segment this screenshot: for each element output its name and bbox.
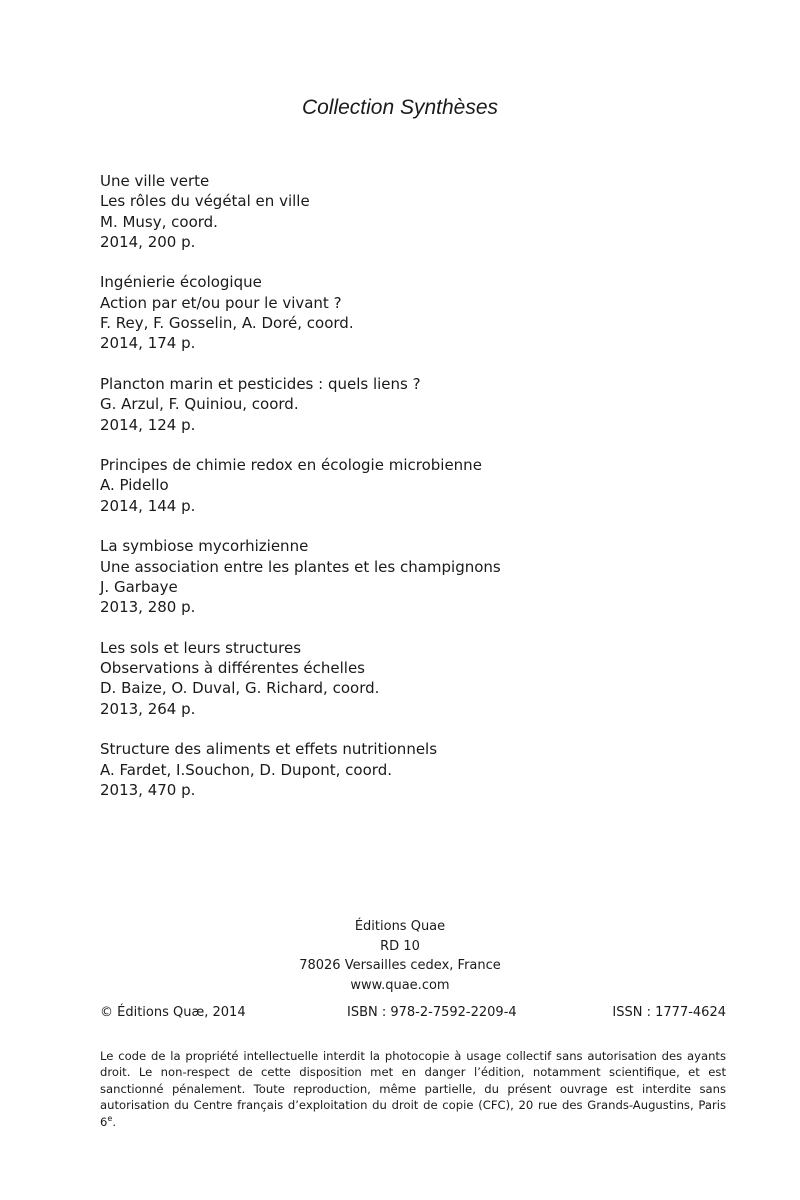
book-authors: G. Arzul, F. Quiniou, coord. [100, 395, 299, 414]
book-subtitle: Les rôles du végétal en ville [100, 192, 310, 211]
issn-number: ISSN : 1777-4624 [612, 1005, 726, 1020]
book-title: Plancton marin et pesticides : quels liens ? [100, 374, 421, 393]
legal-notice-superscript: e [107, 1113, 113, 1123]
book-year-pages: 2014, 174 p. [100, 334, 196, 353]
publisher-address-line: 78026 Versailles cedex, France [299, 958, 501, 973]
book-authors: F. Rey, F. Gosselin, A. Doré, coord. [100, 314, 354, 333]
book-year-pages: 2014, 124 p. [100, 415, 196, 434]
isbn-number: ISBN : 978-2-7592-2209-4 [347, 1005, 517, 1020]
legal-notice [100, 1048, 726, 1131]
book-entry [100, 455, 720, 516]
book-subtitle: Observations à différentes échelles [100, 659, 365, 678]
legal-row [100, 1004, 726, 1022]
book-subtitle: Action par et/ou pour le vivant ? [100, 293, 342, 312]
book-year-pages: 2013, 280 p. [100, 598, 196, 617]
book-title: Principes de chimie redox en écologie microbienne [100, 456, 482, 475]
copyright-notice: © Éditions Quæ, 2014 [100, 1005, 246, 1020]
book-year-pages: 2013, 470 p. [100, 780, 196, 799]
book-title: La symbiose mycorhizienne [100, 537, 309, 556]
book-year-pages: 2013, 264 p. [100, 699, 196, 718]
book-entry [100, 536, 720, 617]
legal-notice-text: Le code de la propriété intellectuelle interdit la photocopie à usage collectif sans autorisation des ayants droit. Le non-respect de cette disposition met en danger l’édition, notamment scientifique, et est sanctionné pénalement. Toute reproduction, même partielle, du présent ouvrage est interdite sans autorisation du Centre français d’exploitation du droit de copie (CFC), 20 rue des Grands-Augustins, Paris 6 [100, 1048, 726, 1129]
book-title: Structure des aliments et effets nutritionnels [100, 740, 438, 759]
book-entry [100, 739, 720, 800]
book-entry [100, 374, 720, 435]
book-authors: D. Baize, O. Duval, G. Richard, coord. [100, 679, 380, 698]
book-authors: A. Fardet, I.Souchon, D. Dupont, coord. [100, 760, 392, 779]
publisher-website: www.quae.com [350, 977, 450, 993]
publisher-block [0, 917, 800, 995]
book-authors: M. Musy, coord. [100, 212, 218, 231]
book-subtitle: Une association entre les plantes et les champignons [100, 557, 501, 576]
legal-notice-end: . [112, 1114, 116, 1129]
book-authors: J. Garbaye [100, 577, 178, 596]
book-year-pages: 2014, 144 p. [100, 496, 196, 515]
book-entry [100, 171, 720, 252]
book-title: Ingénierie écologique [100, 273, 262, 292]
collection-title: Collection Synthèses [301, 96, 499, 119]
publisher-address-line: RD 10 [380, 938, 420, 954]
book-title: Une ville verte [100, 172, 210, 190]
book-title: Les sols et leurs structures [100, 638, 302, 657]
publisher-name: Éditions Quae [354, 919, 446, 934]
book-year-pages: 2014, 200 p. [100, 232, 196, 251]
book-entry [100, 638, 720, 719]
book-list [100, 171, 720, 821]
book-entry [100, 272, 720, 353]
book-authors: A. Pidello [100, 476, 169, 495]
